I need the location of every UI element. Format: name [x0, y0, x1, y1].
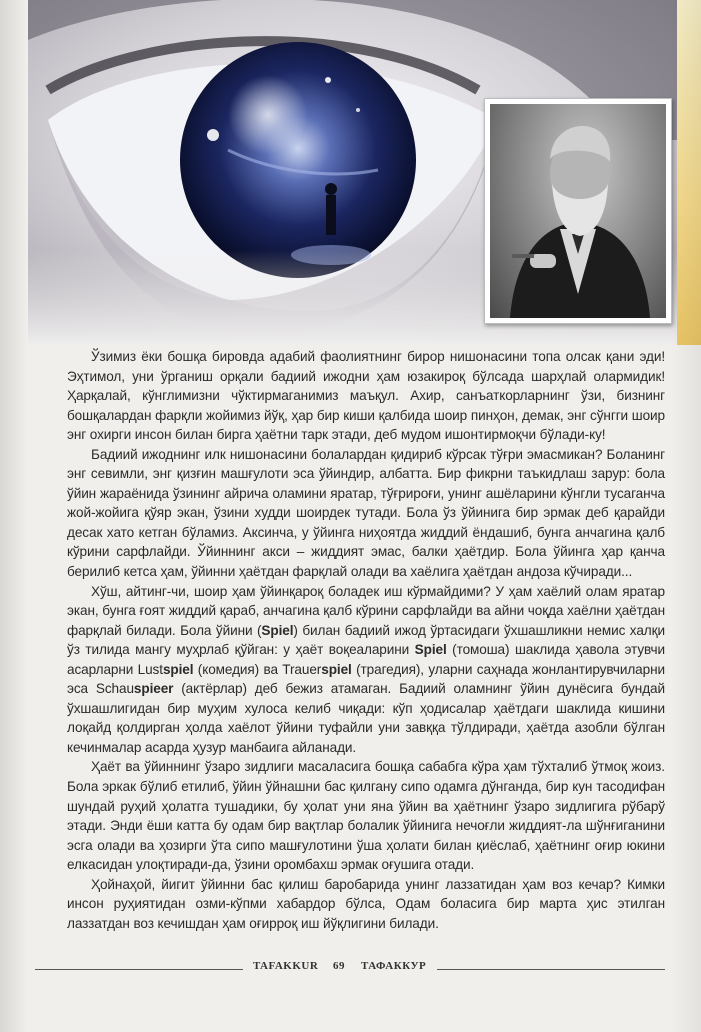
paragraph-3-text: (комедия) ва Trauer	[193, 661, 322, 677]
portrait-photo	[490, 104, 666, 318]
footer-title-cyrillic: ТАФАККУР	[361, 960, 427, 972]
paragraph-3-text: Хўш, айтинг-чи, шоир ҳам ўйинқароқ боладек иш кўрмайдими? У ҳам хаёлий олам яратар экан, бунга ғоят жиддий қараб, анчагина қалб кўрини сарфлайди ва айни чоқда хаёлни ҳаётдан фарқлай билади. Бола ўйини (	[67, 583, 665, 638]
paragraph-4: Ҳаёт ва ўйиннинг ўзаро зидлиги масаласига бошқа сабабга кўра ҳам тўхталиб ўтмоқ жоиз. Бола эркак бўлиб етилиб, ўйин ўйнашни бас қилгану сипо одамга дўнганда, бир кун тасодифан шундай руҳий ҳолатга тушадики, бу ҳолат уни яна ўйин ва ҳаётнинг ўзаро зидлигига рўбарў этади. Энди ёши катта бу одам бир вақтлар болалик ўйинига нечоғли жиддият-ла шўнғиганини эсга олади ва ҳозирги ўта сипо машғулотини ўша ҳолати билан қиёслаб, ҳаётнинг оғир юкини елкасидан улоқтиради-да, ўзини оромбахш эрмак оғушига отади.	[67, 759, 665, 873]
footer-rule-left	[35, 969, 243, 970]
paragraph-3	[67, 582, 665, 758]
bold-term: Spiel	[261, 622, 294, 638]
bold-term: spiel	[321, 661, 352, 677]
article-body	[67, 347, 665, 933]
bold-term: Spiel	[414, 642, 447, 658]
page-footer	[35, 958, 665, 978]
bold-term: spiel	[162, 661, 194, 677]
paragraph-3-text: ) билан бадиий ижод ўртасидаги ўхшашликни немис халқи ўз тилида мангу муҳрлаб қўйган: у ҳаёт воқеаларини	[67, 622, 665, 658]
paragraph-3-text: (трагедия), уларни саҳнада жонлантирувчиларни эса Schau	[67, 661, 665, 697]
paragraph-5: Ҳойнаҳой, йигит ўйинни бас қилиш баробарида унинг лаззатидан ҳам воз кечар? Кимки инсон руҳиятидан озми-кўпми хабардор бўлса, Одам боласига бир марта ҳис этилган лаззатдан воз кечишдан ҳам оғирроқ иш йўқлигини билади.	[67, 876, 665, 931]
portrait-figure-icon	[490, 104, 666, 318]
page-right-shade	[671, 0, 701, 1032]
footer-rule-right	[437, 969, 665, 970]
paragraph-3-text: (актёрлар) деб бежиз атамаган. Бадиий оламнинг ўйин дунёсига бундай ўхшашлигидан бир муҳим хулоса келиб чиқади: кўп ҳодисалар ҳаётдаги шаклида кишини лоқайд қолдирган ҳолда хаёлот ўйини туфайли уни завққа тўлдиради, ҳаётда азобли бўлган кечинмалар асарда ҳузур манбаига айланади.	[67, 681, 665, 755]
footer-title-latin: TAFAKKUR	[253, 960, 319, 972]
paragraph-3-text: (томоша) шаклида ҳавола этувчи асарларни Lust	[67, 642, 665, 677]
bold-term: spieer	[133, 681, 174, 697]
portrait-photo-frame	[484, 98, 672, 324]
page-number: 69	[333, 960, 345, 972]
hero-illustration	[28, 0, 701, 345]
page-edge	[0, 0, 26, 1032]
paragraph-1: Ўзимиз ёки бошқа бировда адабий фаолиятнинг бирор нишонасини топа олсак қани эди! Эҳтимол, уни ўрганиш орқали бадиий ижодни ҳам юзакироқ бўлсада шарҳлай олармидик! Ҳарқалай, кўнглимизни чўктирмаганимиз маъқул. Ахир, санъаткорларнинг ўзи, бизнинг бошқалардан фарқли жойимиз йўқ, ҳар бир киши қалбида шоир пинҳон, демак, энг сўнгги шоир энг охирги инсон билан бирга ҳаётни тарк этади, деб мудом ишонтирмоқчи бўлади-ку!	[67, 349, 665, 443]
paragraph-2: Бадиий ижоднинг илк нишонасини болалардан қидириб кўрсак тўғри эмасмикан? Боланинг энг севимли, энг қизғин машғулоти эса ўйиндир, албатта. Бир фикрни таъкидлаш зарур: бола ўйин жараёнида ўзининг айрича оламини яратар, тўғрироғи, унинг ашёларини кўнгли тусаганча жой-жойига қўяр экан, ўзини худди шоирдек тутади. Бола ўз ўйинига бир эрмак деб қарайди десак хато кетган бўламиз. Аксинча, у ўйинга ниҳоятда жиддий ёндашиб, бунга анчагина қалб кўрини сарфлайди. Ўйиннинг акси – жиддият эмас, балки ҳаётдир. Бола ўйинга ҳар қанча берилиб кетса ҳам, ўйинни ҳаётдан фарқлай олади ва хаёлига ҳаётдан андоза кўчиради...	[67, 446, 665, 580]
